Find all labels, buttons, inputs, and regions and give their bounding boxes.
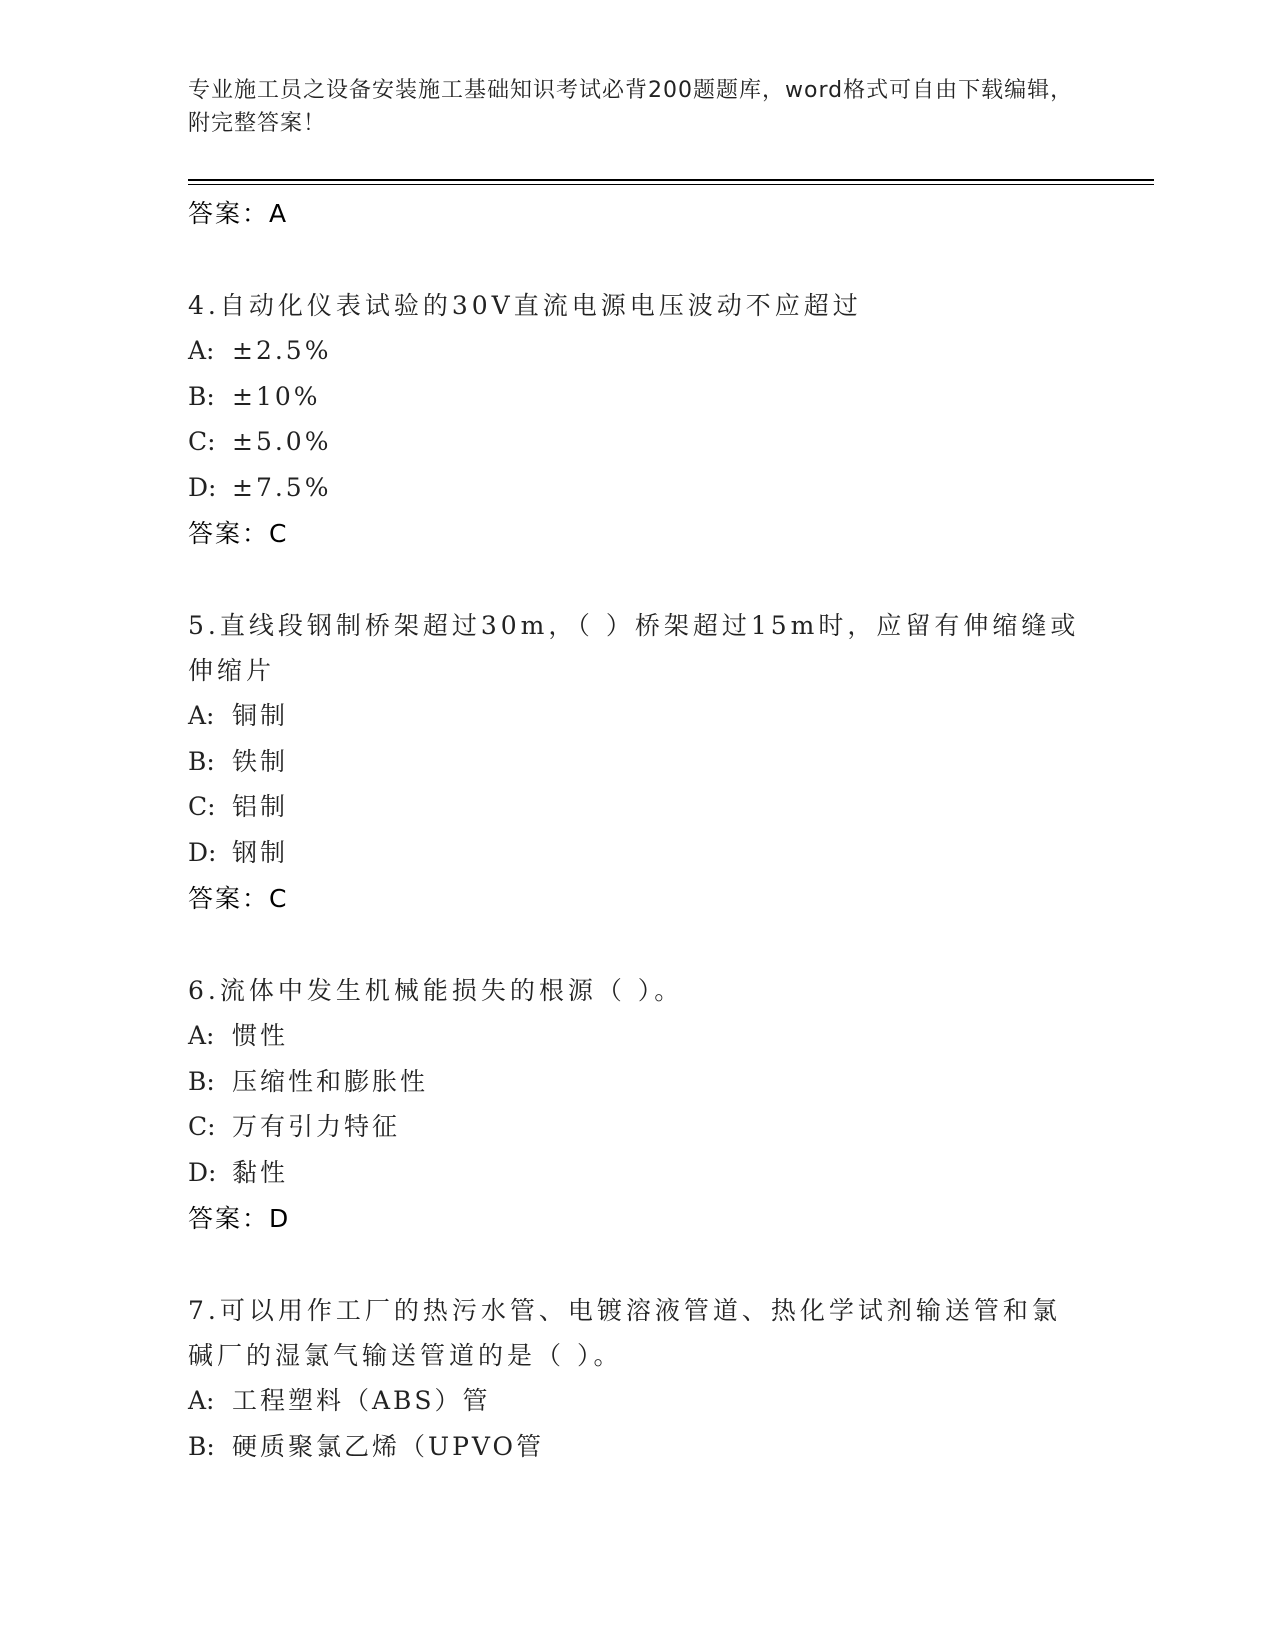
option-key: A: xyxy=(188,701,215,730)
answer-value: C xyxy=(269,519,287,548)
answer-value: A xyxy=(269,199,287,228)
option-item xyxy=(188,1059,1088,1105)
option-key: C: xyxy=(188,792,216,821)
option-key: B: xyxy=(188,1431,215,1461)
option-item xyxy=(188,693,1088,739)
answer-label: 答案： xyxy=(188,1204,270,1233)
option-text: 工程塑料（ABS）管 xyxy=(232,1386,491,1415)
option-item xyxy=(188,1013,1088,1059)
option-text: 万有引力特征 xyxy=(232,1112,401,1141)
option-item xyxy=(188,465,1088,511)
answer-line xyxy=(188,1197,1088,1240)
option-key: A: xyxy=(188,1021,215,1050)
question-body: 直线段钢制桥架超过30m，（ ）桥架超过15m时，应留有伸缩缝或伸缩片 xyxy=(188,611,1080,685)
question-body: 可以用作工厂的热污水管、电镀溶液管道、热化学试剂输送管和氯碱厂的湿氯气输送管道的是（ ）。 xyxy=(188,1296,1061,1370)
answer-value: C xyxy=(269,884,287,913)
question-text xyxy=(188,283,1088,328)
option-text: 钢制 xyxy=(232,837,289,867)
answer-line xyxy=(188,192,1088,235)
question-list xyxy=(188,190,1088,1469)
answer-line xyxy=(188,877,1088,920)
option-item xyxy=(188,1378,1088,1424)
question-body: 自动化仪表试验的30V直流电源电压波动不应超过 xyxy=(219,291,862,320)
option-text: 铁制 xyxy=(232,746,289,776)
question-number: 6. xyxy=(188,976,220,1005)
option-text: ±5.0% xyxy=(232,427,332,456)
header-rule-thick xyxy=(188,179,1154,181)
question-number: 4. xyxy=(188,291,220,320)
header-rule-thin xyxy=(188,184,1154,185)
option-item xyxy=(188,1424,1088,1470)
option-item xyxy=(188,374,1088,420)
option-key: B: xyxy=(188,1066,215,1096)
option-item xyxy=(188,784,1088,830)
option-key: C: xyxy=(188,427,216,456)
option-key: C: xyxy=(188,1112,216,1141)
option-key: A: xyxy=(188,1386,215,1415)
question-number: 7. xyxy=(188,1296,220,1325)
option-key: D: xyxy=(188,1157,217,1187)
option-key: B: xyxy=(188,381,215,411)
option-text: 压缩性和膨胀性 xyxy=(232,1066,429,1096)
page-header: 专业施工员之设备安装施工基础知识考试必背200题题库，word格式可自由下载编辑，附完整答案！ xyxy=(188,78,1074,136)
option-key: A: xyxy=(188,336,215,365)
option-item xyxy=(188,1104,1088,1150)
option-item xyxy=(188,328,1088,374)
option-key: D: xyxy=(188,837,217,867)
question-body: 流体中发生机械能损失的根源（ ）。 xyxy=(219,976,684,1005)
question-text xyxy=(188,1288,1088,1378)
question-number: 5. xyxy=(188,611,220,640)
question-text xyxy=(188,603,1088,693)
option-item xyxy=(188,830,1088,876)
option-text: ±2.5% xyxy=(232,336,332,365)
question-text xyxy=(188,968,1088,1013)
answer-value: D xyxy=(269,1204,289,1233)
option-key: D: xyxy=(188,472,217,502)
option-text: ±10% xyxy=(232,381,321,411)
option-text: ±7.5% xyxy=(232,472,332,502)
option-key: B: xyxy=(188,746,215,776)
option-text: 黏性 xyxy=(232,1157,289,1187)
answer-line xyxy=(188,512,1088,555)
answer-label: 答案： xyxy=(188,199,270,228)
option-item xyxy=(188,419,1088,465)
option-text: 铝制 xyxy=(232,792,289,821)
option-text: 铜制 xyxy=(232,701,289,730)
option-item xyxy=(188,739,1088,785)
option-text: 惯性 xyxy=(232,1021,289,1050)
answer-label: 答案： xyxy=(188,884,270,913)
answer-label: 答案： xyxy=(188,519,270,548)
option-item xyxy=(188,1150,1088,1196)
option-text: 硬质聚氯乙烯（UPVO管 xyxy=(232,1431,545,1461)
